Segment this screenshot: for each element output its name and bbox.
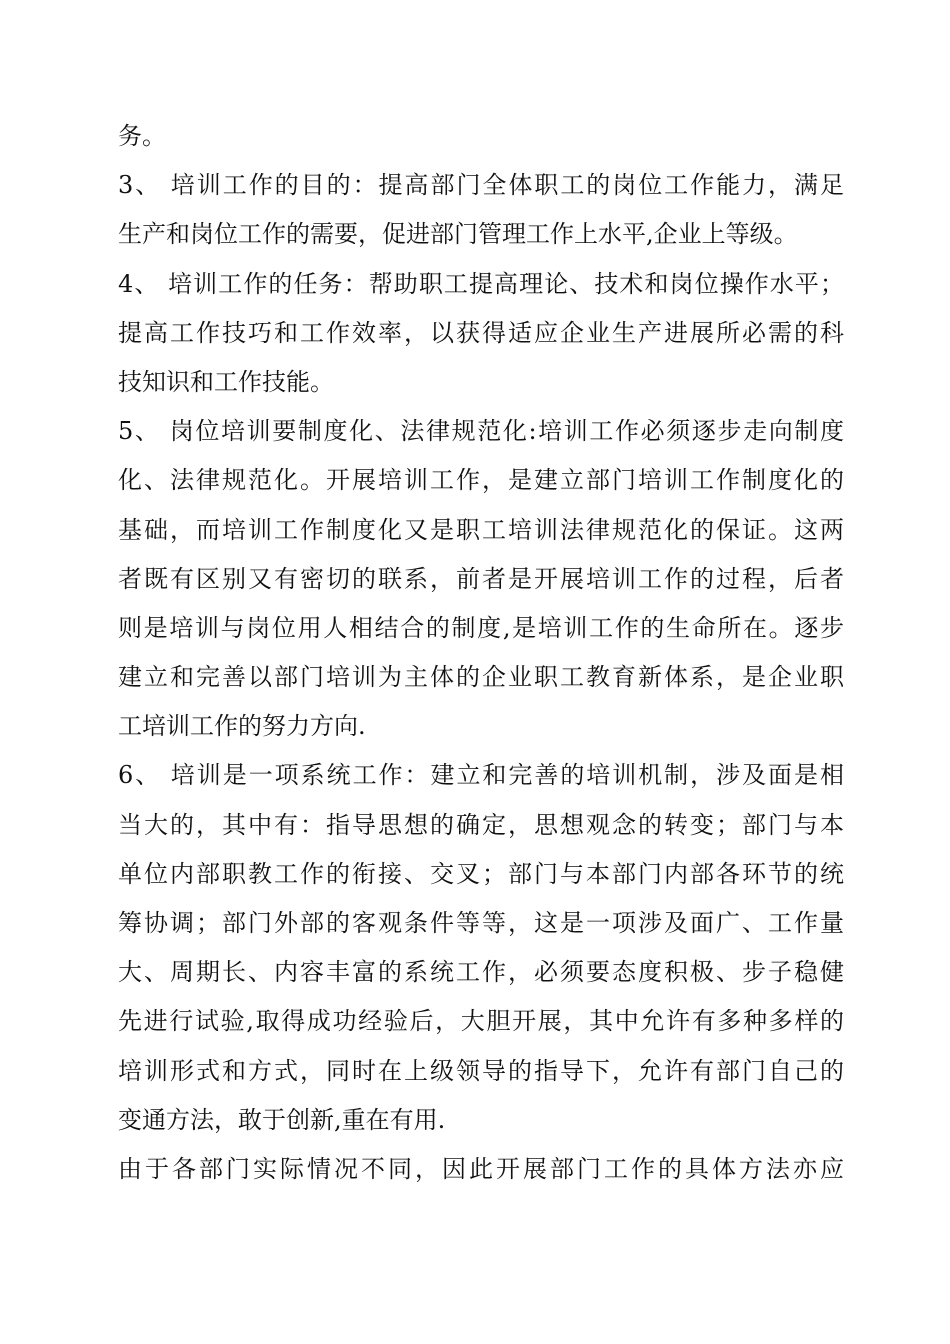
text-line: 则是培训与岗位用人相结合的制度,是培训工作的生命所在。逐步 bbox=[118, 613, 844, 642]
text-line: 生产和岗位工作的需要，促进部门管理工作上水平,企业上等级。 bbox=[118, 220, 798, 249]
text-line: 工培训工作的努力方向. bbox=[118, 712, 366, 741]
text-line: 提高工作技巧和工作效率，以获得适应企业生产进展所必需的科 bbox=[118, 318, 844, 347]
text-line: 单位内部职教工作的衔接、交叉；部门与本部门内部各环节的统 bbox=[118, 859, 844, 888]
text-line: 培训形式和方式，同时在上级领导的指导下，允许有部门自己的 bbox=[118, 1056, 844, 1085]
text-line: 者既有区别又有密切的联系，前者是开展培训工作的过程，后者 bbox=[118, 564, 844, 593]
text-line: 基础，而培训工作制度化又是职工培训法律规范化的保证。这两 bbox=[118, 515, 844, 544]
text-line: 先进行试验,取得成功经验后，大胆开展，其中允许有多种多样的 bbox=[118, 1007, 844, 1036]
text-line: 当大的，其中有：指导思想的确定，思想观念的转变；部门与本 bbox=[118, 810, 844, 839]
text-line: 大、周期长、内容丰富的系统工作，必须要态度积极、步子稳健 bbox=[118, 958, 844, 987]
text-line: 5、 岗位培训要制度化、法律规范化:培训工作必须逐步走向制度 bbox=[118, 417, 844, 446]
text-line: 6、 培训是一项系统工作：建立和完善的培训机制，涉及面是相 bbox=[118, 761, 844, 790]
text-line: 化、法律规范化。开展培训工作，是建立部门培训工作制度化的 bbox=[118, 466, 844, 495]
text-line: 技知识和工作技能。 bbox=[118, 367, 334, 396]
text-line: 由于各部门实际情况不同，因此开展部门工作的具体方法亦应 bbox=[118, 1154, 844, 1183]
text-line: 筹协调；部门外部的客观条件等等，这是一项涉及面广、工作量 bbox=[118, 909, 844, 937]
text-line: 3、 培训工作的目的：提高部门全体职工的岗位工作能力，满足 bbox=[118, 171, 844, 200]
document-page bbox=[118, 112, 844, 1194]
text-line: 建立和完善以部门培训为主体的企业职工教育新体系，是企业职 bbox=[118, 663, 844, 692]
text-line: 4、 培训工作的任务：帮助职工提高理论、技术和岗位操作水平； bbox=[118, 269, 844, 298]
text-line: 变通方法，敢于创新,重在有用. bbox=[118, 1105, 446, 1134]
text-line: 务。 bbox=[118, 122, 166, 150]
